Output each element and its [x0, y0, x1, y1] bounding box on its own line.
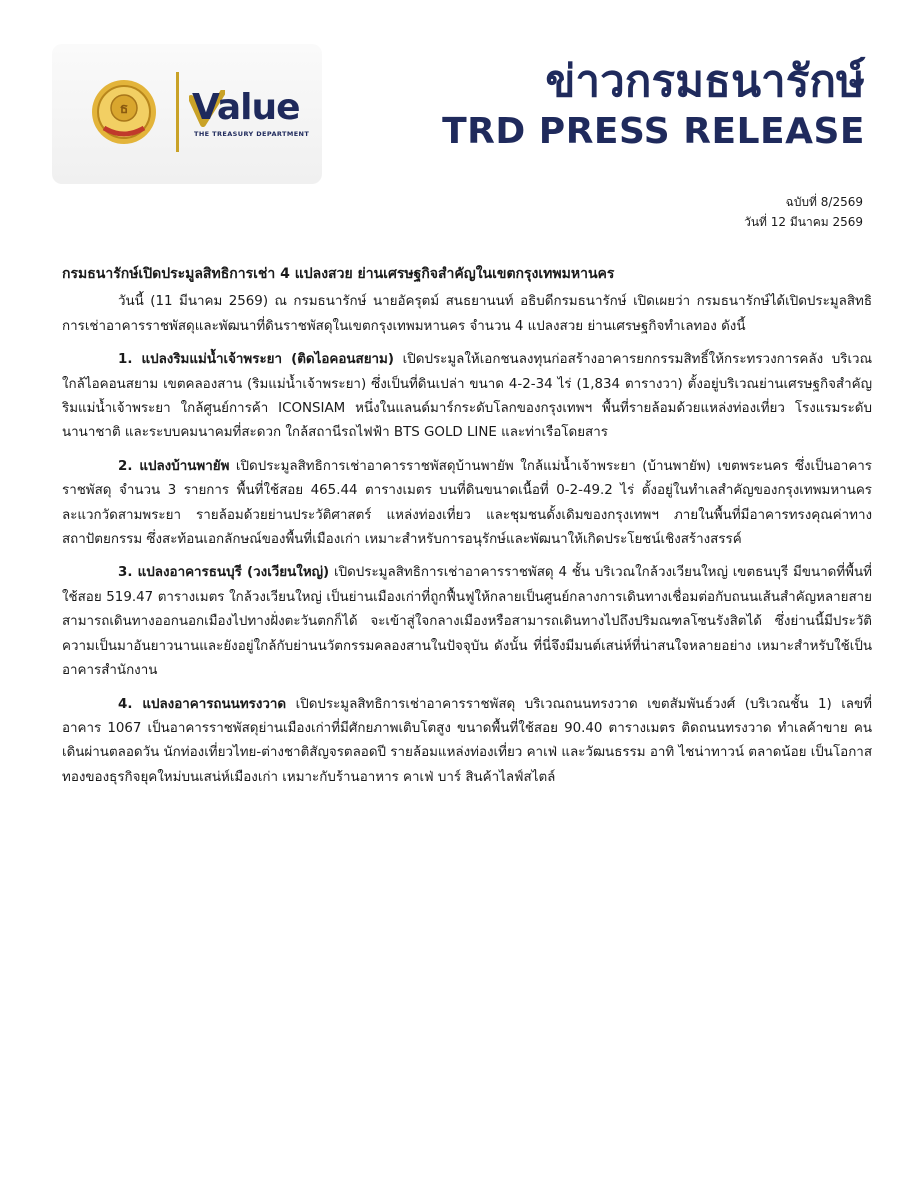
press-title-thai: ข่าวกรมธนารักษ์ [545, 56, 865, 107]
article-item-title: 1. แปลงริมแม่น้ำเจ้าพระยา (ติดไอคอนสยาม) [118, 352, 395, 368]
article-headline: กรมธนารักษ์เปิดประมูลสิทธิการเช่า 4 แปลงสวย ย่านเศรษฐกิจสำคัญในเขตกรุงเทพมหานคร [62, 266, 615, 282]
value-logo-subtitle: THE TREASURY DEPARTMENT [194, 130, 310, 138]
value-logo-text: Value [192, 87, 300, 128]
article-item-3 [62, 561, 872, 683]
article-item-1 [62, 348, 872, 446]
article-intro: วันนี้ (11 มีนาคม 2569) ณ กรมธนารักษ์ นายอัครุตม์ สนธยานนท์ อธิบดีกรมธนารักษ์ เปิดเผยว่า กรมธนารักษ์ได้เปิดประมูลสิทธิการเช่าอาคารราชพัสดุและพัฒนาที่ดินราชพัสดุในเขตกรุงเทพมหานคร จำนวน 4 แปลงสวย ย่านเศรษฐกิจทำเลทอง ดังนี้ [62, 294, 872, 334]
article-item-2 [62, 455, 872, 553]
article-item-body: เปิดประมูลสิทธิการเช่าอาคารราชพัสดุ 4 ชั้น บริเวณใกล้วงเวียนใหญ่ เขตธนบุรี มีขนาดที่พื้นที่ใช้สอย 519.47 ตารางเมตร ใกล้วงเวียนใหญ่ เป็นย่านเมืองเก่าที่ถูกฟื้นฟูให้กลายเป็นศูนย์กลางการเดินทางเชื่อมต่อกับถนนเส้นสำคัญหลายสาย สามารถเดินทางออกนอกเมืองไปทางฝั่งตะวันตกก็ได้ จะเข้าสู่ใจกลางเมืองหรือสามารถเดินทางไปถึงปริมณฑลโซนรังสิตได้ ซึ่งย่านนี้มีประวัติความเป็นมาอันยาวนานและยังอยู่ใกล้กับย่านนวัตกรรมคลองสานในปัจจุบัน ดังนั้น ที่นี่จึงมีมนต์เสน่ห์ที่น่าสนใจหลายอย่าง เหมาะสำหรับใช้เป็นอาคารสำนักงาน [62, 565, 872, 679]
article-item-4 [62, 693, 872, 791]
press-title-english: TRD PRESS RELEASE [442, 111, 865, 152]
logo-divider [176, 72, 179, 152]
press-release-header [0, 0, 915, 190]
article-item-body: เปิดประมูลสิทธิการเช่าอาคารราชพัสดุบ้านพายัพ ใกล้แม่น้ำเจ้าพระยา (บ้านพายัพ) เขตพระนคร ซึ่งเป็นอาคารราชพัสดุ จำนวน 3 รายการ พื้นที่ใช้สอย 465.44 ตารางเมตร บนที่ดินขนาดเนื้อที่ 0-2-49.2 ไร่ ตั้งอยู่ในทำเลสำคัญของกรุงเทพมหานคร ละแวกวัดสามพระยา รายล้อมด้วยย่านประวัติศาสตร์ แหล่งท่องเที่ยว และชุมชนดั้งเดิมของกรุงเทพฯ ภายในพื้นที่มีอาคารทรงคุณค่าทางสถาปัตยกรรม ซึ่งสะท้อนเอกลักษณ์ของพื้นที่เมืองเก่า เหมาะสำหรับการอนุรักษ์และพัฒนาให้เกิดประโยชน์เชิงสร้างสรรค์ [62, 458, 872, 548]
article-item-body: เปิดประมูลให้เอกชนลงทุนก่อสร้างอาคารยกกรรมสิทธิ์ให้กระทรวงการคลัง บริเวณใกล้ไอคอนสยาม เขตคลองสาน (ริมแม่น้ำเจ้าพระยา) ซึ่งเป็นที่ดินเปล่า ขนาด 4-2-34 ไร่ (1,834 ตารางวา) ตั้งอยู่บริเวณย่านเศรษฐกิจสำคัญริมแม่น้ำเจ้าพระยา ใกล้ศูนย์การค้า ICONSIAM หนึ่งในแลนด์มาร์กระดับโลกของกรุงเทพฯ พื้นที่รายล้อมด้วยแหล่งท่องเที่ยว โรงแรมระดับนานาชาติ และระบบคมนาคมที่สะดวก ใกล้สถานีรถไฟฟ้า BTS GOLD LINE และท่าเรือโดยสาร [62, 352, 872, 441]
issue-number: ฉบับที่ 8/2569 [785, 195, 863, 209]
issue-date: วันที่ 12 มีนาคม 2569 [744, 215, 863, 229]
logo-panel [52, 44, 322, 184]
svg-text:ธ: ธ [119, 101, 129, 117]
article-item-title: 2. แปลงบ้านพายัพ [118, 458, 230, 474]
article-body [62, 262, 872, 799]
issue-info [744, 192, 863, 232]
article-item-body: เปิดประมูลสิทธิการเช่าอาคารราชพัสดุ บริเวณถนนทรงวาด เขตสัมพันธ์วงศ์ (บริเวณชั้น 1) เลขที่อาคาร 1067 เป็นอาคารราชพัสดุย่านเมืองเก่าที่มีศักยภาพเติบโตสูง ขนาดพื้นที่ใช้สอย 90.40 ตารางเมตร ติดถนนทรงวาด ทำเลค้าขาย คนเดินผ่านตลอดวัน นักท่องเที่ยวไทย-ต่างชาติสัญจรตลอดปี รายล้อมแหล่งท่องเที่ยว คาเฟ่ และวัฒนธรรม อาทิ ไชน่าทาวน์ ตลาดน้อย เป็นโอกาสทองของธุรกิจยุคใหม่บนเสน่ห์เมืองเก่า เหมาะกับร้านอาหาร คาเฟ่ บาร์ สินค้าไลฟ์สไตล์ [62, 696, 872, 785]
article-item-title: 4. แปลงอาคารถนนทรงวาด [118, 696, 287, 712]
treasury-seal-icon [90, 78, 158, 146]
article-item-title: 3. แปลงอาคารธนบุรี (วงเวียนใหญ่) [118, 565, 330, 581]
